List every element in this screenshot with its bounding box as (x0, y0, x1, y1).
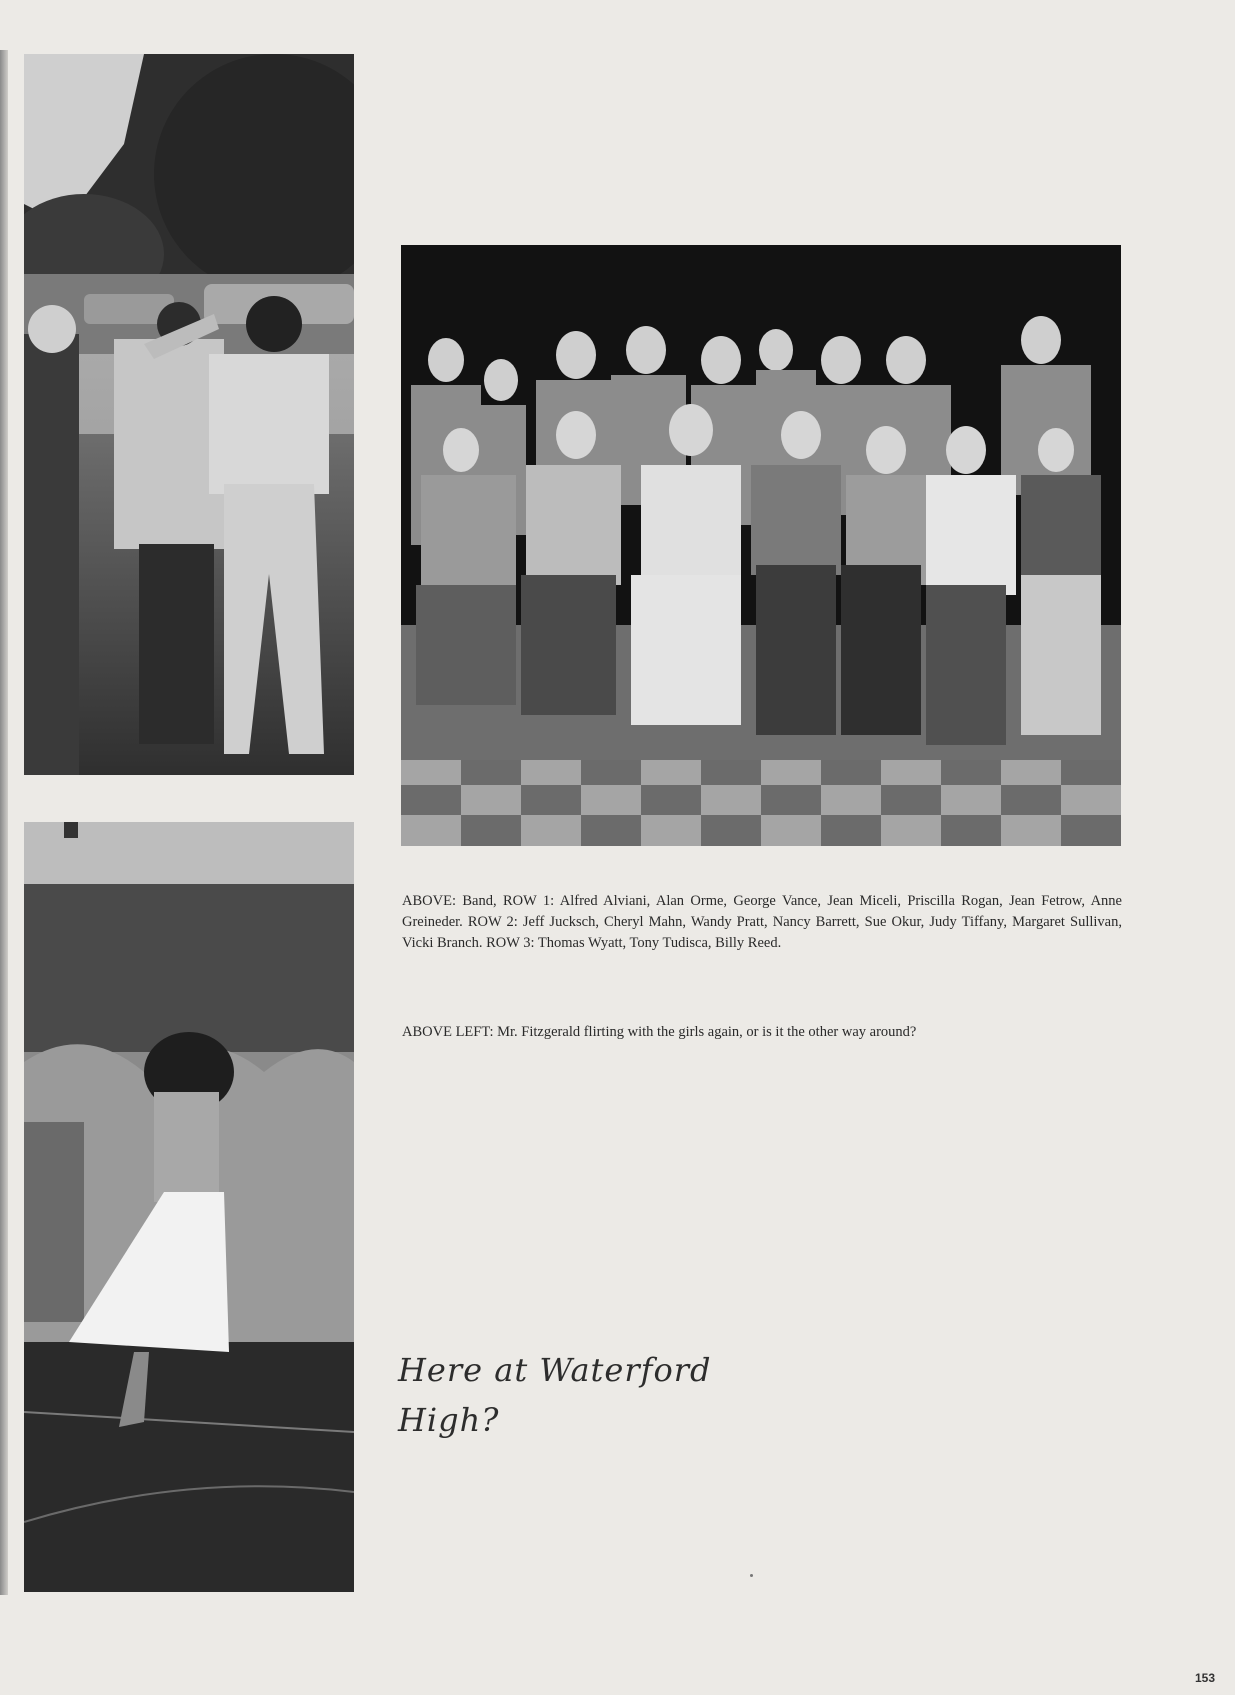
photo-stage-dancer (24, 822, 354, 1592)
script-heading (398, 1345, 712, 1445)
photo-outdoor-image (24, 54, 354, 775)
script-heading-line-2: High? (398, 1401, 500, 1439)
photo-outdoor-group (24, 54, 354, 775)
caption-band: ABOVE: Band, ROW 1: Alfred Alviani, Alan Orme, George Vance, Jean Miceli, Priscilla Rogan, Jean Fetrow, Anne Greineder. ROW 2: Jeff Jucksch, Cheryl Mahn, Wandy Pratt, Nancy Barrett, Sue Okur, Judy Tiffany, Margaret Sullivan, Vicki Branch. ROW 3: Thomas Wyatt, Tony Tudisca, Billy Reed. (402, 893, 1122, 951)
caption-above-left: ABOVE LEFT: Mr. Fitzgerald flirting with the girls again, or is it the other way around? (402, 1024, 917, 1040)
photo-stage-image (24, 822, 354, 1592)
script-heading-line-1: Here at Waterford (398, 1351, 712, 1389)
print-speck (750, 1574, 753, 1577)
page-number: 153 (1194, 1671, 1215, 1685)
photo-band-image (401, 245, 1121, 846)
photo-band-group (401, 245, 1121, 846)
page-binding-shadow (0, 50, 8, 1595)
